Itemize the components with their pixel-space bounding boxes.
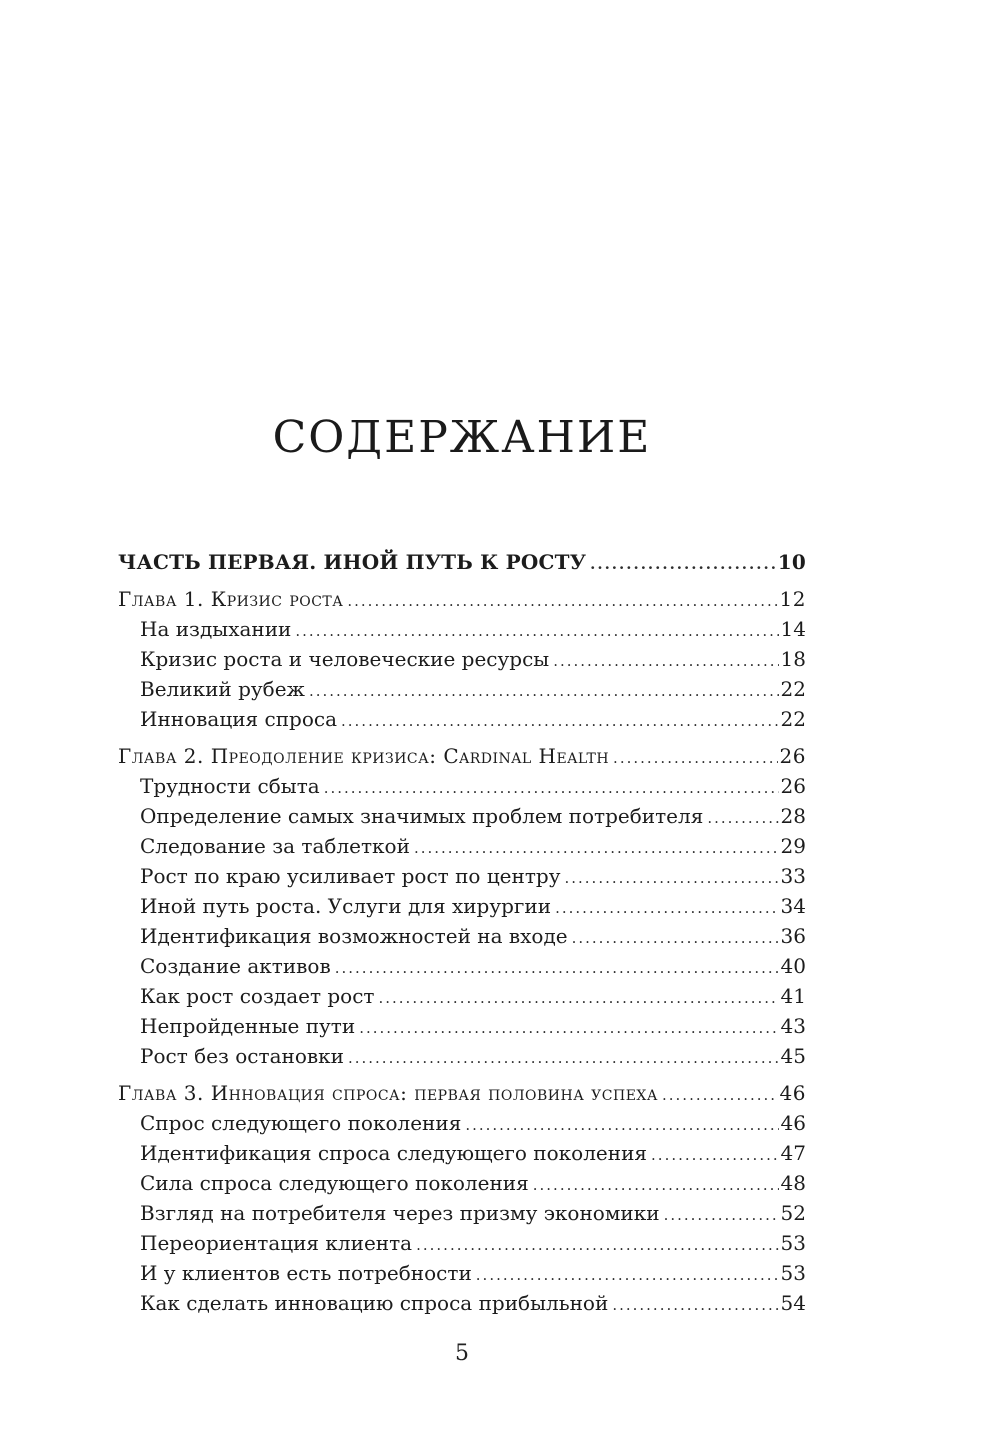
toc-entry-label: Следование за таблеткой	[140, 834, 410, 858]
toc-entry-section	[118, 1012, 806, 1042]
toc-entry-label: Глава 1. Кризис роста	[118, 587, 344, 611]
toc-entry-page: 45	[780, 1044, 806, 1068]
toc-entry-section	[118, 1259, 806, 1289]
toc-entry-label: Идентификация спроса следующего поколения	[140, 1141, 648, 1165]
toc-entry-page: 46	[779, 1081, 806, 1105]
toc-entry-page: 22	[780, 707, 806, 731]
dot-leader	[348, 1042, 779, 1072]
dot-leader	[612, 1289, 778, 1319]
toc-entry-label: Взгляд на потребителя через призму экономики	[140, 1201, 660, 1225]
toc-entry-section	[118, 1109, 806, 1139]
toc-entry-page: 52	[780, 1201, 806, 1225]
dot-leader	[378, 982, 778, 1012]
dot-leader	[335, 952, 779, 982]
toc-entry-label: Идентификация возможностей на входе	[140, 924, 568, 948]
toc-entry-label: Переориентация клиента	[140, 1231, 413, 1255]
toc-entry-page: 12	[779, 587, 806, 611]
toc-entry-section	[118, 892, 806, 922]
toc-entry-page: 26	[779, 744, 806, 768]
toc-entry-section	[118, 1139, 806, 1169]
toc-entry-page: 33	[780, 864, 806, 888]
dot-leader	[651, 1139, 779, 1169]
dot-leader	[553, 645, 778, 675]
toc-entry-page: 41	[780, 984, 806, 1008]
dot-leader	[465, 1109, 778, 1139]
toc-entry-chapter	[118, 742, 806, 772]
toc-entry-page: 28	[780, 804, 806, 828]
dot-leader	[347, 585, 777, 615]
toc-entry-label: Иной путь роста. Услуги для хирургии	[140, 894, 552, 918]
dot-leader	[359, 1012, 778, 1042]
toc-entry-page: 29	[780, 834, 806, 858]
toc-entry-section	[118, 862, 806, 892]
toc-entry-page: 40	[780, 954, 806, 978]
toc-entry-section	[118, 1042, 806, 1072]
dot-leader	[416, 1229, 778, 1259]
toc-entry-page: 54	[780, 1291, 806, 1315]
dot-leader	[564, 862, 778, 892]
dot-leader	[664, 1199, 779, 1229]
toc-entry-page: 26	[780, 774, 806, 798]
contents-title: СОДЕРЖАНИЕ	[272, 412, 652, 463]
toc-entry-label: ЧАСТЬ ПЕРВАЯ. ИНОЙ ПУТЬ К РОСТУ	[118, 550, 587, 574]
toc-entry-label: И у клиентов есть потребности	[140, 1261, 472, 1285]
toc-entry-section	[118, 1199, 806, 1229]
toc-entry-section	[118, 1169, 806, 1199]
toc-entry-label: Трудности сбыта	[140, 774, 320, 798]
dot-leader	[555, 892, 778, 922]
dot-leader	[613, 742, 778, 772]
dot-leader	[414, 832, 779, 862]
dot-leader	[476, 1259, 779, 1289]
toc-entry-label: Глава 3. Инновация спроса: первая половина успеха	[118, 1081, 658, 1105]
dot-leader	[590, 548, 776, 578]
toc-entry-label: Как сделать инновацию спроса прибыльной	[140, 1291, 609, 1315]
dot-leader	[295, 615, 778, 645]
toc-entry-section	[118, 772, 806, 802]
toc-entry-section	[118, 982, 806, 1012]
dot-leader	[533, 1169, 779, 1199]
toc-entry-label: Инновация спроса	[140, 707, 337, 731]
toc-entry-section	[118, 645, 806, 675]
toc-entry-page: 14	[780, 617, 806, 641]
toc-entry-page: 53	[780, 1261, 806, 1285]
toc-entry-label: Непройденные пути	[140, 1014, 356, 1038]
book-page	[118, 0, 806, 1366]
toc-entry-label: На издыхании	[140, 617, 292, 641]
toc-entry-chapter	[118, 1079, 806, 1109]
toc-entry-section	[118, 952, 806, 982]
toc-entry-section	[118, 1289, 806, 1319]
dot-leader	[309, 675, 779, 705]
dot-leader	[572, 922, 779, 952]
toc-entry-page: 34	[780, 894, 806, 918]
toc-entry-section	[118, 832, 806, 862]
toc-entry-section	[118, 922, 806, 952]
toc-entry-section	[118, 675, 806, 705]
toc-entry-page: 48	[780, 1171, 806, 1195]
page-number: 5	[455, 1341, 469, 1366]
toc-entry-label: Определение самых значимых проблем потребителя	[140, 804, 704, 828]
dot-leader	[662, 1079, 778, 1109]
toc-entry-page: 22	[780, 677, 806, 701]
toc-entry-part	[118, 548, 806, 578]
toc-entry-section	[118, 1229, 806, 1259]
toc-entry-label: Спрос следующего поколения	[140, 1111, 462, 1135]
toc-entry-section	[118, 615, 806, 645]
toc-entry-label: Как рост создает рост	[140, 984, 375, 1008]
toc-entry-label: Рост по краю усиливает рост по центру	[140, 864, 561, 888]
toc-entry-label: Великий рубеж	[140, 677, 305, 701]
toc-entry-page: 18	[780, 647, 806, 671]
toc-entry-label: Кризис роста и человеческие ресурсы	[140, 647, 550, 671]
toc-entry-label: Глава 2. Преодоление кризиса: Cardinal Health	[118, 744, 610, 768]
toc-entry-section	[118, 705, 806, 735]
table-of-contents	[118, 548, 806, 1319]
dot-leader	[341, 705, 779, 735]
toc-entry-page: 47	[780, 1141, 806, 1165]
dot-leader	[324, 772, 779, 802]
toc-entry-page: 43	[780, 1014, 806, 1038]
toc-entry-chapter	[118, 585, 806, 615]
dot-leader	[707, 802, 778, 832]
toc-entry-label: Сила спроса следующего поколения	[140, 1171, 529, 1195]
toc-entry-label: Создание активов	[140, 954, 331, 978]
toc-entry-page: 10	[777, 550, 806, 574]
toc-entry-page: 36	[780, 924, 806, 948]
toc-entry-page: 46	[780, 1111, 806, 1135]
toc-entry-page: 53	[780, 1231, 806, 1255]
toc-entry-section	[118, 802, 806, 832]
toc-entry-label: Рост без остановки	[140, 1044, 344, 1068]
